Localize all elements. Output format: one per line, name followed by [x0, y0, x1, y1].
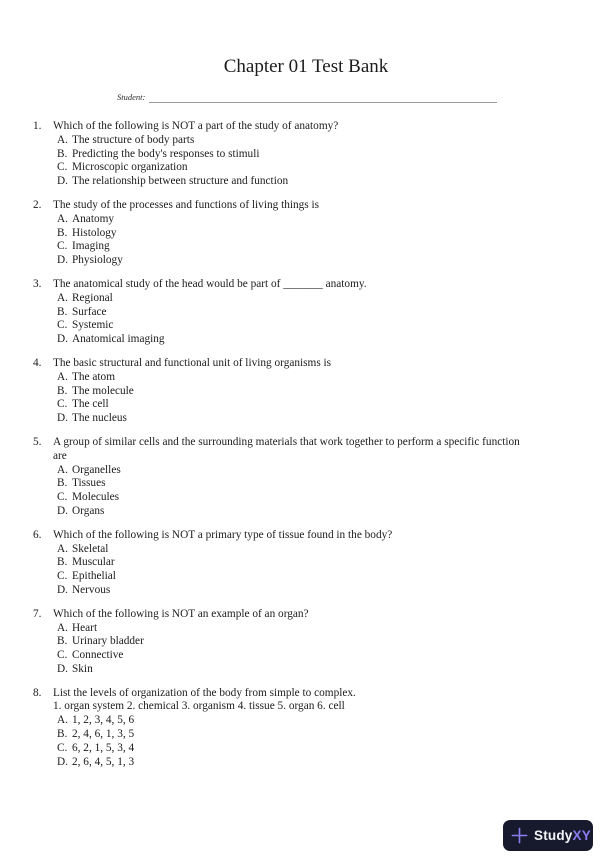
option-text: The nucleus [72, 412, 127, 425]
question-text-line: A group of similar cells and the surrounding materials that work together to perform a specific function [53, 435, 520, 448]
option-letter: C. [57, 491, 68, 504]
option-letter: A. [57, 542, 68, 555]
option-letter: C. [57, 398, 68, 411]
option-text: Skin [72, 662, 93, 675]
brand-xy-label: XY [572, 828, 591, 843]
answer-option [57, 742, 598, 756]
option-text: 2, 6, 4, 5, 1, 3 [72, 755, 135, 768]
option-text: 1, 2, 3, 4, 5, 6 [72, 714, 135, 727]
answer-option [57, 635, 598, 649]
options-list [53, 714, 598, 769]
options-list [53, 213, 598, 268]
question-number: 7. [33, 607, 42, 620]
answer-option [57, 240, 598, 254]
option-letter: D. [57, 254, 68, 267]
options-list [53, 543, 598, 598]
option-letter: B. [57, 147, 68, 160]
question-number: 2. [33, 198, 42, 211]
options-list [53, 464, 598, 519]
brand-wordmark [534, 828, 591, 843]
option-letter: A. [57, 133, 68, 146]
option-text: Surface [72, 305, 107, 318]
question-item [0, 199, 612, 268]
option-letter: C. [57, 161, 68, 174]
option-text: 6, 2, 1, 5, 3, 4 [72, 741, 135, 754]
option-text: Muscular [72, 556, 115, 569]
option-text: Regional [72, 291, 113, 304]
option-letter: C. [57, 570, 68, 583]
question-body [53, 687, 612, 770]
option-letter: A. [57, 463, 68, 476]
brand-study-label: Study [534, 828, 573, 843]
option-letter: C. [57, 741, 68, 754]
question-text [53, 436, 598, 464]
option-text: Epithelial [72, 570, 116, 583]
question-body [53, 529, 612, 598]
question-text-line: Which of the following is NOT a primary type of tissue found in the body? [53, 528, 393, 541]
answer-option [57, 254, 598, 268]
option-letter: D. [57, 583, 68, 596]
answer-option [57, 398, 598, 412]
option-text: Organs [72, 504, 105, 517]
plus-icon [510, 826, 529, 845]
question-item [0, 120, 612, 189]
question-item [0, 357, 612, 426]
answer-option [57, 728, 598, 742]
answer-option [57, 584, 598, 598]
question-number: 1. [33, 120, 42, 132]
option-text: The relationship between structure and function [72, 175, 289, 188]
answer-option [57, 543, 598, 557]
question-item [0, 608, 612, 677]
answer-option [57, 319, 598, 333]
option-text: Nervous [72, 583, 111, 596]
option-letter: B. [57, 556, 68, 569]
option-letter: B. [57, 477, 68, 490]
question-number: 5. [33, 435, 42, 448]
option-letter: D. [57, 175, 68, 188]
answer-option [57, 175, 598, 189]
option-text: Histology [72, 226, 117, 239]
question-body [53, 199, 612, 268]
option-letter: A. [57, 621, 68, 634]
answer-option [57, 412, 598, 426]
student-label: Student: [117, 92, 146, 102]
question-number: 4. [33, 356, 42, 369]
answer-option [57, 663, 598, 677]
option-letter: B. [57, 728, 68, 741]
option-letter: A. [57, 291, 68, 304]
question-body [53, 120, 612, 189]
option-letter: B. [57, 384, 68, 397]
question-text-line: are [53, 449, 67, 462]
student-row [117, 92, 497, 103]
question-text-line: The anatomical study of the head would be part of _______ anatomy. [53, 277, 367, 290]
question-text-line: 1. organ system 2. chemical 3. organism 4. tissue 5. organ 6. cell [53, 700, 345, 713]
option-text: Tissues [72, 477, 106, 490]
question-text [53, 120, 598, 134]
answer-option [57, 756, 598, 770]
question-item [0, 278, 612, 347]
question-item [0, 529, 612, 598]
student-name-line [149, 92, 497, 103]
option-letter: D. [57, 333, 68, 346]
option-letter: A. [57, 212, 68, 225]
studyxy-badge[interactable] [503, 820, 593, 851]
options-list [53, 371, 598, 426]
option-letter: D. [57, 504, 68, 517]
question-body [53, 357, 612, 426]
option-text: Urinary bladder [72, 635, 144, 648]
question-text-line: List the levels of organization of the body from simple to complex. [53, 686, 356, 699]
options-list [53, 292, 598, 347]
answer-option [57, 161, 598, 175]
page-title: Chapter 01 Test Bank [223, 56, 389, 77]
option-letter: A. [57, 714, 68, 727]
question-text [53, 608, 598, 622]
question-body [53, 278, 612, 347]
options-list [53, 622, 598, 677]
option-letter: B. [57, 226, 68, 239]
answer-option [57, 385, 598, 399]
question-text [53, 529, 598, 543]
answer-option [57, 134, 598, 148]
question-text [53, 278, 598, 292]
question-text [53, 199, 598, 213]
option-text: Systemic [72, 319, 114, 332]
option-letter: B. [57, 635, 68, 648]
answer-option [57, 464, 598, 478]
question-text-line: The study of the processes and functions of living things is [53, 198, 320, 211]
question-body [53, 436, 612, 519]
question-text [53, 687, 598, 715]
answer-option [57, 213, 598, 227]
question-item [0, 436, 612, 519]
option-text: Anatomical imaging [72, 333, 165, 346]
question-text-line: Which of the following is NOT a part of the study of anatomy? [53, 120, 339, 132]
question-text [53, 357, 598, 371]
option-letter: D. [57, 755, 68, 768]
option-text: Molecules [72, 491, 120, 504]
answer-option [57, 371, 598, 385]
option-text: Microscopic organization [72, 161, 188, 174]
answer-option [57, 292, 598, 306]
answer-option [57, 227, 598, 241]
option-text: The atom [72, 370, 115, 383]
option-letter: D. [57, 662, 68, 675]
option-text: Organelles [72, 463, 121, 476]
option-text: The cell [72, 398, 109, 411]
option-letter: D. [57, 412, 68, 425]
answer-option [57, 622, 598, 636]
option-letter: C. [57, 240, 68, 253]
option-letter: C. [57, 649, 68, 662]
answer-option [57, 714, 598, 728]
option-text: Physiology [72, 254, 123, 267]
option-text: Connective [72, 649, 124, 662]
answer-option [57, 570, 598, 584]
question-item [0, 687, 612, 770]
answer-option [57, 556, 598, 570]
option-text: 2, 4, 6, 1, 3, 5 [72, 728, 135, 741]
question-text-line: The basic structural and functional unit of living organisms is [53, 356, 332, 369]
option-text: Skeletal [72, 542, 109, 555]
answer-option [57, 491, 598, 505]
answer-option [57, 333, 598, 347]
option-letter: C. [57, 319, 68, 332]
question-number: 6. [33, 528, 42, 541]
option-text: The molecule [72, 384, 134, 397]
answer-option [57, 649, 598, 663]
questions-list [0, 120, 612, 769]
question-body [53, 608, 612, 677]
option-text: Imaging [72, 240, 110, 253]
option-text: The structure of body parts [72, 133, 195, 146]
option-text: Predicting the body's responses to stimuli [72, 147, 260, 160]
answer-option [57, 505, 598, 519]
option-text: Heart [72, 621, 98, 634]
question-number: 3. [33, 277, 42, 290]
options-list [53, 134, 598, 189]
answer-option [57, 148, 598, 162]
option-letter: A. [57, 370, 68, 383]
question-number: 8. [33, 686, 42, 699]
question-text-line: Which of the following is NOT an example of an organ? [53, 607, 309, 620]
answer-option [57, 477, 598, 491]
option-letter: B. [57, 305, 68, 318]
option-text: Anatomy [72, 212, 115, 225]
answer-option [57, 306, 598, 320]
